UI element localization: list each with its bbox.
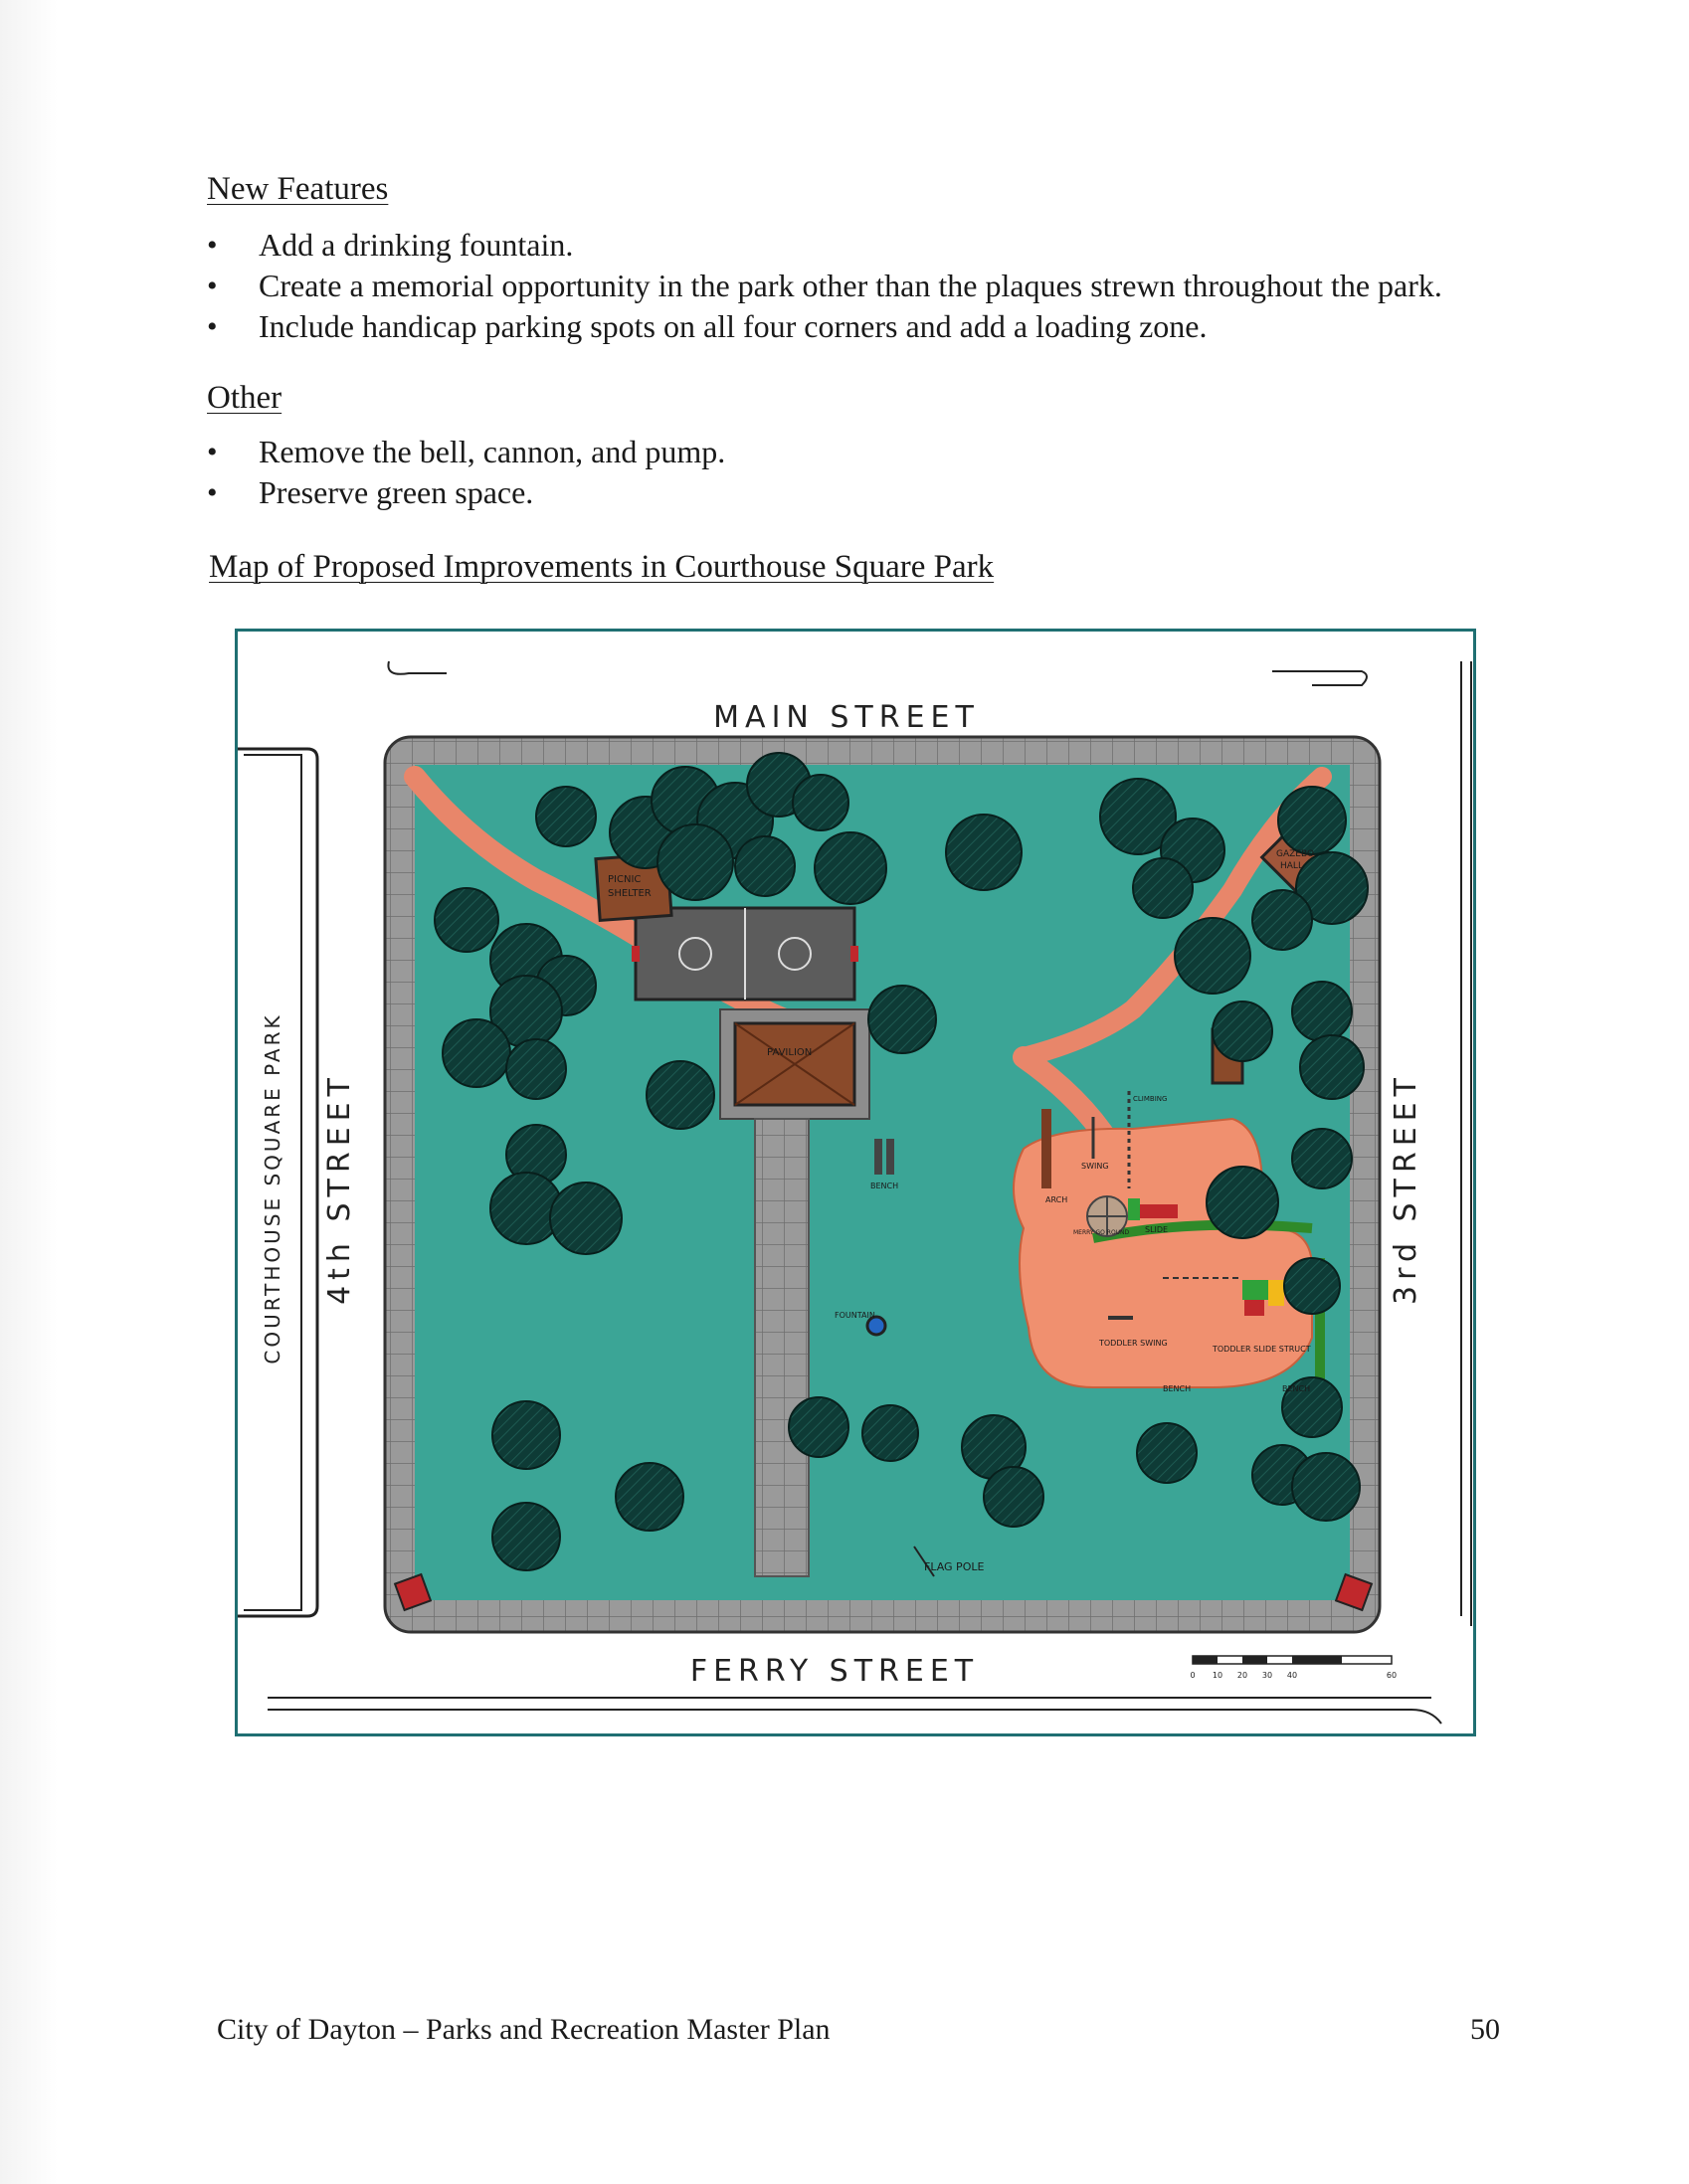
svg-text:HALL: HALL [1280, 861, 1303, 871]
park-map-drawing [238, 632, 1473, 1733]
page-number: 50 [1470, 2013, 1500, 2046]
label-fountain: FOUNTAIN [835, 1311, 875, 1320]
toddler-slide-structure [1242, 1280, 1268, 1300]
svg-text:0: 0 [1190, 1671, 1196, 1680]
bench-center [874, 1139, 882, 1175]
label-gazebo: GAZEBO [1276, 849, 1315, 859]
svg-text:30: 30 [1261, 1671, 1273, 1680]
footer-title: City of Dayton – Parks and Recreation Master Plan [217, 2013, 831, 2046]
other-list [207, 432, 725, 513]
street-label-3rd: 3rd STREET [1389, 1072, 1423, 1305]
label-swing: SWING [1081, 1162, 1109, 1171]
other-heading: Other [207, 380, 282, 416]
label-bench: BENCH [870, 1182, 899, 1190]
label-picnic-shelter: PICNIC [608, 874, 642, 885]
scale-bar [1190, 1656, 1397, 1680]
label-bench-play: BENCH [1163, 1384, 1192, 1393]
label-toddler-slide: TODDLER SLIDE STRUCT [1213, 1345, 1311, 1354]
new-features-heading: New Features [207, 171, 389, 207]
park-map [235, 629, 1476, 1736]
svg-text:10: 10 [1212, 1671, 1223, 1680]
svg-text:BENCH: BENCH [1282, 1384, 1311, 1393]
arch-climber [1041, 1109, 1051, 1188]
central-walkway [755, 1119, 809, 1576]
svg-text:20: 20 [1236, 1671, 1248, 1680]
street-label-courthouse: COURTHOUSE SQUARE PARK [261, 1012, 284, 1365]
slide-equipment [1138, 1204, 1178, 1218]
street-label-ferry: FERRY STREET [689, 1654, 980, 1689]
map-heading: Map of Proposed Improvements in Courthouse Square Park [209, 549, 995, 585]
list-item: • Add a drinking fountain. [207, 225, 1442, 266]
scan-edge [0, 0, 58, 2184]
label-merry-go-round: MERRY GO ROUND [1073, 1229, 1130, 1236]
street-label-main: MAIN STREET [713, 700, 980, 735]
list-item: • Include handicap parking spots on all four corners and add a loading zone. [207, 306, 1442, 347]
label-flag-pole: FLAG POLE [924, 1560, 985, 1573]
list-item: • Create a memorial opportunity in the park other than the plaques strewn throughout the park. [207, 266, 1442, 306]
new-features-list [207, 225, 1442, 347]
svg-text:40: 40 [1286, 1671, 1298, 1680]
svg-text:SHELTER: SHELTER [608, 888, 652, 899]
list-item: • Remove the bell, cannon, and pump. [207, 432, 725, 472]
street-label-4th: 4th STREET [322, 1072, 357, 1305]
label-pavilion: PAVILION [767, 1047, 813, 1058]
label-toddler-swing: TODDLER SWING [1099, 1339, 1168, 1348]
list-item: • Preserve green space. [207, 472, 725, 513]
svg-text:60: 60 [1386, 1671, 1398, 1680]
label-climbing: CLIMBING [1133, 1095, 1168, 1103]
curb-east [1461, 661, 1471, 1626]
label-arch: ARCH [1045, 1195, 1068, 1204]
curb-south [268, 1698, 1441, 1724]
label-slide: SLIDE [1145, 1225, 1169, 1234]
